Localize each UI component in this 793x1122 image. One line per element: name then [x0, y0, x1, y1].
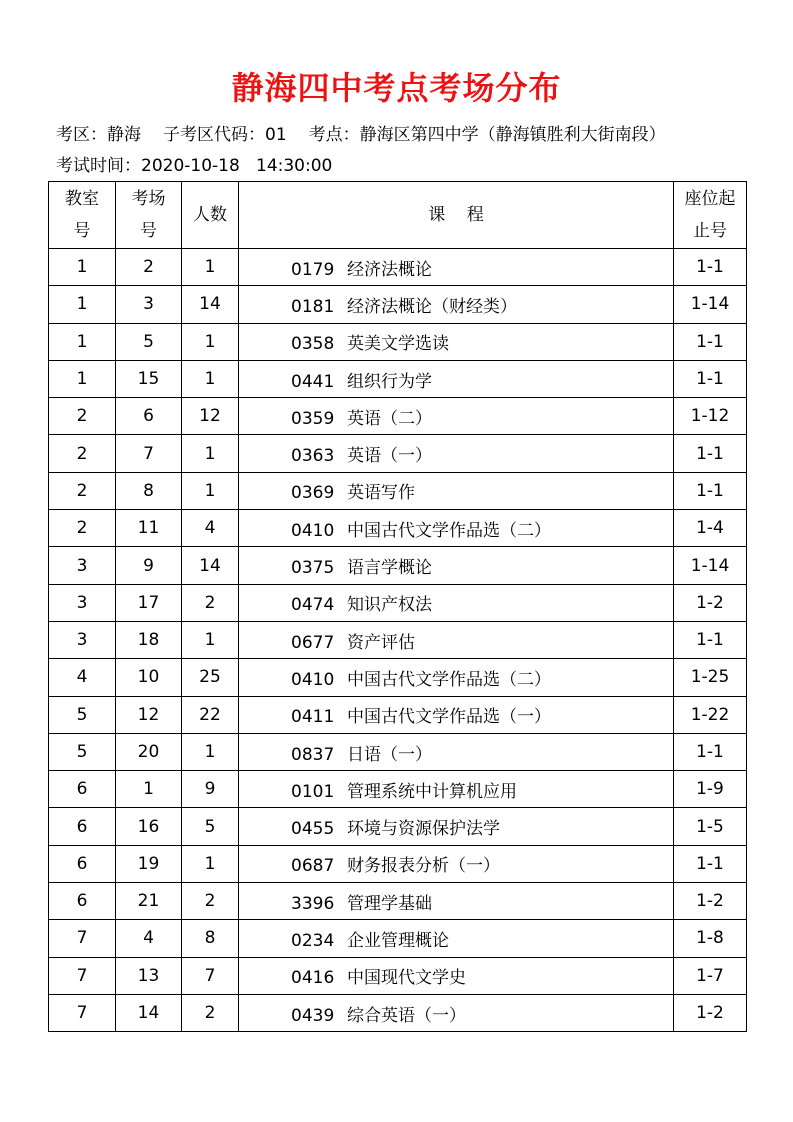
room-cell: 12	[116, 696, 182, 733]
table-row	[49, 435, 747, 472]
course-name: 企业管理概论	[347, 930, 449, 951]
seats-cell: 1-1	[674, 472, 747, 509]
course-cell	[239, 845, 674, 882]
seats-cell: 1-14	[674, 286, 747, 323]
count-cell: 22	[182, 696, 239, 733]
table-row	[49, 360, 747, 397]
room-cell: 18	[116, 621, 182, 658]
course-name: 中国古代文学作品选（一）	[347, 707, 551, 728]
course-code: 0369	[291, 483, 335, 504]
course-code: 0359	[291, 408, 335, 429]
course-code: 0375	[291, 558, 335, 579]
table-header-row	[49, 182, 747, 249]
course-cell	[239, 883, 674, 920]
header-room: 考场号	[116, 182, 182, 249]
count-cell: 1	[182, 249, 239, 286]
course-cell	[239, 472, 674, 509]
course-code: 0455	[291, 819, 335, 840]
classroom-cell: 1	[49, 249, 116, 286]
course-cell	[239, 808, 674, 845]
course-name: 英语写作	[347, 483, 415, 504]
course-name: 英语（一）	[347, 446, 432, 467]
course-cell	[239, 398, 674, 435]
table-row	[49, 472, 747, 509]
room-cell: 5	[116, 323, 182, 360]
course-cell	[239, 323, 674, 360]
course-cell	[239, 771, 674, 808]
classroom-cell: 6	[49, 771, 116, 808]
course-code: 0441	[291, 371, 335, 392]
room-cell: 16	[116, 808, 182, 845]
classroom-cell: 5	[49, 733, 116, 770]
course-name: 经济法概论	[347, 259, 432, 280]
seats-cell: 1-1	[674, 621, 747, 658]
seats-cell: 1-12	[674, 398, 747, 435]
count-cell: 1	[182, 621, 239, 658]
room-cell: 15	[116, 360, 182, 397]
course-cell	[239, 435, 674, 472]
sub-district-label: 子考区代码：01	[163, 125, 287, 145]
table-row	[49, 771, 747, 808]
course-name: 英语（二）	[347, 408, 432, 429]
table-row	[49, 621, 747, 658]
table-row	[49, 733, 747, 770]
course-cell	[239, 584, 674, 621]
course-code: 0416	[291, 968, 335, 989]
room-cell: 17	[116, 584, 182, 621]
course-name: 日语（一）	[347, 744, 432, 765]
count-cell: 7	[182, 957, 239, 994]
course-name: 中国古代文学作品选（二）	[347, 669, 551, 690]
count-cell: 1	[182, 733, 239, 770]
exam-info-line	[56, 124, 666, 146]
course-code: 0687	[291, 856, 335, 877]
table-row	[49, 398, 747, 435]
seats-cell: 1-1	[674, 845, 747, 882]
course-name: 综合英语（一）	[347, 1005, 466, 1026]
exam-time-label: 考试时间：2020-10-18 14:30:00	[56, 156, 333, 176]
seats-cell: 1-1	[674, 323, 747, 360]
seats-cell: 1-8	[674, 920, 747, 957]
table-row	[49, 994, 747, 1031]
classroom-cell: 2	[49, 472, 116, 509]
table-row	[49, 696, 747, 733]
room-cell: 6	[116, 398, 182, 435]
count-cell: 1	[182, 435, 239, 472]
seats-cell: 1-1	[674, 435, 747, 472]
table-row	[49, 957, 747, 994]
course-code: 0410	[291, 669, 335, 690]
classroom-cell: 6	[49, 845, 116, 882]
course-name: 管理学基础	[347, 893, 432, 914]
seats-cell: 1-14	[674, 547, 747, 584]
course-code: 0837	[291, 744, 335, 765]
seats-cell: 1-5	[674, 808, 747, 845]
course-code: 0474	[291, 595, 335, 616]
exam-time-line	[56, 155, 332, 177]
count-cell: 4	[182, 510, 239, 547]
course-cell	[239, 957, 674, 994]
seats-cell: 1-9	[674, 771, 747, 808]
count-cell: 2	[182, 584, 239, 621]
room-cell: 7	[116, 435, 182, 472]
course-cell	[239, 249, 674, 286]
table-row	[49, 249, 747, 286]
room-cell: 1	[116, 771, 182, 808]
count-cell: 8	[182, 920, 239, 957]
room-cell: 14	[116, 994, 182, 1031]
table-row	[49, 584, 747, 621]
count-cell: 1	[182, 323, 239, 360]
course-name: 中国古代文学作品选（二）	[347, 520, 551, 541]
course-name: 语言学概论	[347, 558, 432, 579]
room-cell: 21	[116, 883, 182, 920]
table-row	[49, 659, 747, 696]
course-cell	[239, 510, 674, 547]
table-row	[49, 845, 747, 882]
seats-cell: 1-7	[674, 957, 747, 994]
count-cell: 5	[182, 808, 239, 845]
course-code: 0411	[291, 707, 335, 728]
count-cell: 2	[182, 883, 239, 920]
classroom-cell: 6	[49, 808, 116, 845]
classroom-cell: 4	[49, 659, 116, 696]
header-course: 课 程	[239, 182, 674, 249]
room-cell: 3	[116, 286, 182, 323]
exam-room-table	[48, 181, 747, 1032]
course-cell	[239, 621, 674, 658]
course-cell	[239, 286, 674, 323]
room-cell: 9	[116, 547, 182, 584]
course-name: 中国现代文学史	[347, 968, 466, 989]
table-row	[49, 920, 747, 957]
count-cell: 1	[182, 845, 239, 882]
classroom-cell: 7	[49, 957, 116, 994]
seats-cell: 1-4	[674, 510, 747, 547]
header-count: 人数	[182, 182, 239, 249]
header-classroom: 教室号	[49, 182, 116, 249]
page-title: 静海四中考点考场分布	[231, 69, 562, 107]
seats-cell: 1-25	[674, 659, 747, 696]
classroom-cell: 5	[49, 696, 116, 733]
count-cell: 12	[182, 398, 239, 435]
classroom-cell: 1	[49, 360, 116, 397]
classroom-cell: 2	[49, 398, 116, 435]
course-code: 0358	[291, 334, 335, 355]
seats-cell: 1-1	[674, 733, 747, 770]
seats-cell: 1-22	[674, 696, 747, 733]
count-cell: 14	[182, 547, 239, 584]
course-code: 0363	[291, 446, 335, 467]
course-cell	[239, 547, 674, 584]
course-code: 0677	[291, 632, 335, 653]
table-row	[49, 547, 747, 584]
course-name: 资产评估	[347, 632, 415, 653]
course-code: 3396	[291, 893, 335, 914]
count-cell: 2	[182, 994, 239, 1031]
seats-cell: 1-1	[674, 249, 747, 286]
course-code: 0410	[291, 520, 335, 541]
count-cell: 14	[182, 286, 239, 323]
room-cell: 10	[116, 659, 182, 696]
district-label: 考区：静海	[56, 125, 141, 145]
classroom-cell: 1	[49, 323, 116, 360]
seats-cell: 1-2	[674, 584, 747, 621]
table-row	[49, 883, 747, 920]
count-cell: 1	[182, 360, 239, 397]
room-cell: 19	[116, 845, 182, 882]
classroom-cell: 3	[49, 547, 116, 584]
classroom-cell: 6	[49, 883, 116, 920]
course-cell	[239, 360, 674, 397]
course-cell	[239, 994, 674, 1031]
course-code: 0101	[291, 781, 335, 802]
course-code: 0439	[291, 1005, 335, 1026]
table-row	[49, 510, 747, 547]
header-seats: 座位起止号	[674, 182, 747, 249]
count-cell: 1	[182, 472, 239, 509]
room-cell: 8	[116, 472, 182, 509]
classroom-cell: 3	[49, 584, 116, 621]
seats-cell: 1-1	[674, 360, 747, 397]
classroom-cell: 7	[49, 994, 116, 1031]
count-cell: 25	[182, 659, 239, 696]
course-cell	[239, 659, 674, 696]
table-row	[49, 323, 747, 360]
room-cell: 11	[116, 510, 182, 547]
course-name: 财务报表分析（一）	[347, 856, 500, 877]
course-name: 经济法概论（财经类）	[347, 296, 517, 317]
course-name: 环境与资源保护法学	[347, 819, 500, 840]
seats-cell: 1-2	[674, 883, 747, 920]
course-name: 管理系统中计算机应用	[347, 781, 517, 802]
room-cell: 20	[116, 733, 182, 770]
table-row	[49, 286, 747, 323]
count-cell: 9	[182, 771, 239, 808]
course-name: 组织行为学	[347, 371, 432, 392]
classroom-cell: 2	[49, 510, 116, 547]
room-cell: 2	[116, 249, 182, 286]
table-row	[49, 808, 747, 845]
course-cell	[239, 920, 674, 957]
exam-site-label: 考点：静海区第四中学（静海镇胜利大街南段）	[308, 125, 666, 145]
course-cell	[239, 733, 674, 770]
course-code: 0179	[291, 259, 335, 280]
course-code: 0181	[291, 296, 335, 317]
course-name: 英美文学选读	[347, 334, 449, 355]
classroom-cell: 3	[49, 621, 116, 658]
classroom-cell: 1	[49, 286, 116, 323]
course-name: 知识产权法	[347, 595, 432, 616]
classroom-cell: 2	[49, 435, 116, 472]
room-cell: 4	[116, 920, 182, 957]
seats-cell: 1-2	[674, 994, 747, 1031]
course-cell	[239, 696, 674, 733]
classroom-cell: 7	[49, 920, 116, 957]
room-cell: 13	[116, 957, 182, 994]
course-code: 0234	[291, 930, 335, 951]
